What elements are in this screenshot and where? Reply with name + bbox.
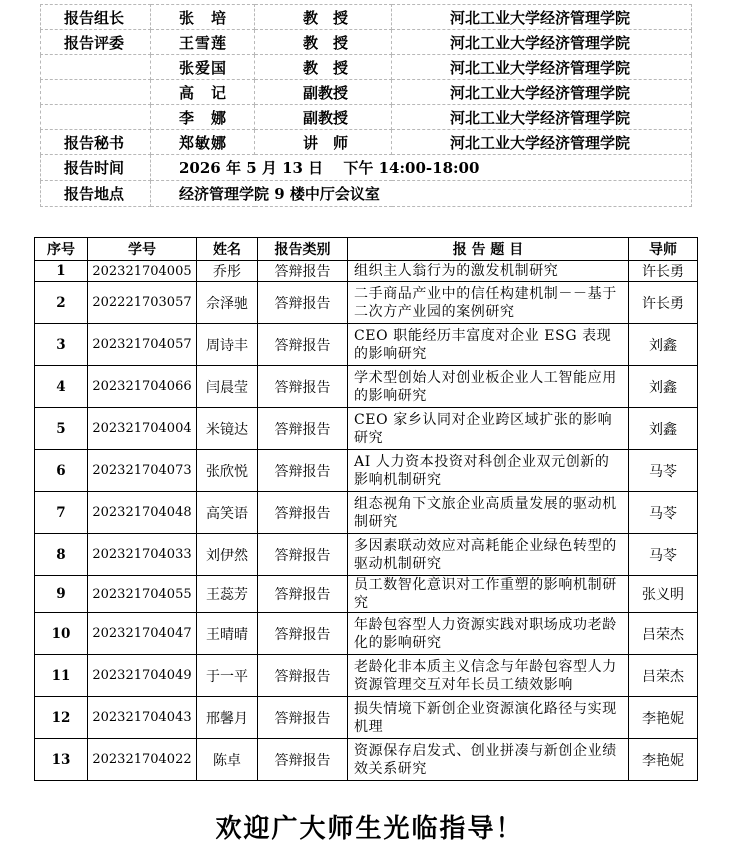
schedule-row — [35, 408, 698, 450]
row-advisor: 吕荣杰 — [629, 613, 698, 655]
row-name: 佘泽驰 — [197, 282, 258, 324]
committee-org: 河北工业大学经济管理学院 — [392, 55, 692, 80]
row-topic: 员工数智化意识对工作重塑的影响机制研究 — [348, 576, 629, 613]
committee-row — [41, 105, 692, 130]
row-name: 张欣悦 — [197, 450, 258, 492]
committee-org: 河北工业大学经济管理学院 — [392, 80, 692, 105]
row-advisor: 刘鑫 — [629, 324, 698, 366]
row-student-id: 202221703057 — [88, 282, 197, 324]
row-kind: 答辩报告 — [258, 739, 348, 781]
row-advisor: 马苓 — [629, 492, 698, 534]
row-name: 刘伊然 — [197, 534, 258, 576]
committee-name: 张爱国 — [151, 55, 255, 80]
schedule-row — [35, 366, 698, 408]
row-kind: 答辩报告 — [258, 655, 348, 697]
row-advisor: 刘鑫 — [629, 366, 698, 408]
header-advisor: 导师 — [629, 238, 698, 261]
row-topic: CEO 家乡认同对企业跨区域扩张的影响研究 — [348, 408, 629, 450]
schedule-row — [35, 576, 698, 613]
schedule-row — [35, 492, 698, 534]
header-sid: 学号 — [88, 238, 197, 261]
committee-title: 教 授 — [255, 55, 392, 80]
row-topic: 组织主人翁行为的激发机制研究 — [348, 261, 629, 282]
row-name: 邢馨月 — [197, 697, 258, 739]
committee-title: 讲 师 — [255, 130, 392, 155]
row-idx: 11 — [35, 655, 88, 697]
committee-org: 河北工业大学经济管理学院 — [392, 130, 692, 155]
committee-role — [41, 80, 151, 105]
committee-title: 副教授 — [255, 105, 392, 130]
row-advisor: 李艳妮 — [629, 739, 698, 781]
row-topic: 组态视角下文旅企业高质量发展的驱动机制研究 — [348, 492, 629, 534]
row-advisor: 刘鑫 — [629, 408, 698, 450]
schedule-row — [35, 697, 698, 739]
committee-row — [41, 55, 692, 80]
header-name: 姓名 — [197, 238, 258, 261]
schedule-row — [35, 739, 698, 781]
row-topic: 年龄包容型人力资源实践对职场成功老龄化的影响研究 — [348, 613, 629, 655]
time-value: 2026 年 5 月 13 日 下午 14:00-18:00 — [151, 155, 692, 181]
row-kind: 答辩报告 — [258, 408, 348, 450]
row-advisor: 马苓 — [629, 450, 698, 492]
row-student-id: 202321704048 — [88, 492, 197, 534]
row-advisor: 马苓 — [629, 534, 698, 576]
row-topic: 老龄化非本质主义信念与年龄包容型人力资源管理交互对年长员工绩效影响 — [348, 655, 629, 697]
time-row — [41, 155, 692, 181]
committee-org: 河北工业大学经济管理学院 — [392, 30, 692, 55]
committee-name: 郑敏娜 — [151, 130, 255, 155]
committee-org: 河北工业大学经济管理学院 — [392, 105, 692, 130]
row-name: 高笑语 — [197, 492, 258, 534]
schedule-row — [35, 450, 698, 492]
row-idx: 12 — [35, 697, 88, 739]
schedule-row — [35, 282, 698, 324]
row-name: 米镜达 — [197, 408, 258, 450]
row-idx: 6 — [35, 450, 88, 492]
row-kind: 答辩报告 — [258, 366, 348, 408]
committee-role: 报告组长 — [41, 5, 151, 30]
place-row — [41, 181, 692, 207]
committee-row — [41, 30, 692, 55]
row-student-id: 202321704073 — [88, 450, 197, 492]
committee-title: 教 授 — [255, 30, 392, 55]
row-topic: 多因素联动效应对高耗能企业绿色转型的驱动机制研究 — [348, 534, 629, 576]
row-student-id: 202321704005 — [88, 261, 197, 282]
row-name: 陈卓 — [197, 739, 258, 781]
row-kind: 答辩报告 — [258, 450, 348, 492]
row-student-id: 202321704057 — [88, 324, 197, 366]
committee-role: 报告秘书 — [41, 130, 151, 155]
time-label: 报告时间 — [41, 155, 151, 181]
schedule-header-row — [35, 238, 698, 261]
row-name: 闫晨莹 — [197, 366, 258, 408]
place-label: 报告地点 — [41, 181, 151, 207]
place-value: 经济管理学院 9 楼中厅会议室 — [151, 181, 692, 207]
row-kind: 答辩报告 — [258, 534, 348, 576]
row-idx: 9 — [35, 576, 88, 613]
row-kind: 答辩报告 — [258, 282, 348, 324]
header-kind: 报告类别 — [258, 238, 348, 261]
row-idx: 7 — [35, 492, 88, 534]
committee-role — [41, 105, 151, 130]
schedule-table — [34, 237, 698, 781]
committee-table — [40, 4, 692, 207]
schedule-row — [35, 534, 698, 576]
row-kind: 答辩报告 — [258, 613, 348, 655]
schedule-row — [35, 613, 698, 655]
row-student-id: 202321704049 — [88, 655, 197, 697]
row-advisor: 许长勇 — [629, 261, 698, 282]
committee-role: 报告评委 — [41, 30, 151, 55]
row-student-id: 202321704004 — [88, 408, 197, 450]
row-topic: AI 人力资本投资对科创企业双元创新的影响机制研究 — [348, 450, 629, 492]
row-idx: 10 — [35, 613, 88, 655]
row-advisor: 吕荣杰 — [629, 655, 698, 697]
row-topic: 学术型创始人对创业板企业人工智能应用的影响研究 — [348, 366, 629, 408]
row-advisor: 张义明 — [629, 576, 698, 613]
welcome-message: 欢迎广大师生光临指导！ — [215, 814, 524, 844]
row-student-id: 202321704055 — [88, 576, 197, 613]
row-student-id: 202321704022 — [88, 739, 197, 781]
row-topic: CEO 职能经历丰富度对企业 ESG 表现的影响研究 — [348, 324, 629, 366]
row-student-id: 202321704043 — [88, 697, 197, 739]
row-advisor: 许长勇 — [629, 282, 698, 324]
row-student-id: 202321704066 — [88, 366, 197, 408]
row-kind: 答辩报告 — [258, 324, 348, 366]
committee-row — [41, 80, 692, 105]
row-advisor: 李艳妮 — [629, 697, 698, 739]
row-name: 于一平 — [197, 655, 258, 697]
row-idx: 1 — [35, 261, 88, 282]
row-idx: 8 — [35, 534, 88, 576]
committee-name: 王雪莲 — [151, 30, 255, 55]
row-idx: 5 — [35, 408, 88, 450]
committee-row — [41, 5, 692, 30]
row-idx: 2 — [35, 282, 88, 324]
committee-name: 张 培 — [151, 5, 255, 30]
row-kind: 答辩报告 — [258, 492, 348, 534]
committee-title: 副教授 — [255, 80, 392, 105]
header-topic: 报 告 题 目 — [348, 238, 629, 261]
row-student-id: 202321704047 — [88, 613, 197, 655]
row-name: 王蕊芳 — [197, 576, 258, 613]
row-student-id: 202321704033 — [88, 534, 197, 576]
row-idx: 4 — [35, 366, 88, 408]
row-topic: 资源保存启发式、创业拼凑与新创企业绩效关系研究 — [348, 739, 629, 781]
committee-row — [41, 130, 692, 155]
schedule-row — [35, 655, 698, 697]
schedule-row — [35, 261, 698, 282]
committee-role — [41, 55, 151, 80]
row-name: 周诗丰 — [197, 324, 258, 366]
row-name: 王晴晴 — [197, 613, 258, 655]
committee-name: 李 娜 — [151, 105, 255, 130]
committee-name: 高 记 — [151, 80, 255, 105]
committee-org: 河北工业大学经济管理学院 — [392, 5, 692, 30]
row-name: 乔彤 — [197, 261, 258, 282]
row-idx: 13 — [35, 739, 88, 781]
row-kind: 答辩报告 — [258, 576, 348, 613]
row-kind: 答辩报告 — [258, 697, 348, 739]
row-idx: 3 — [35, 324, 88, 366]
committee-title: 教 授 — [255, 5, 392, 30]
header-idx: 序号 — [35, 238, 88, 261]
row-topic: 二手商品产业中的信任构建机制－－基于二次方产业园的案例研究 — [348, 282, 629, 324]
row-topic: 损失情境下新创企业资源演化路径与实现机理 — [348, 697, 629, 739]
row-kind: 答辩报告 — [258, 261, 348, 282]
schedule-row — [35, 324, 698, 366]
